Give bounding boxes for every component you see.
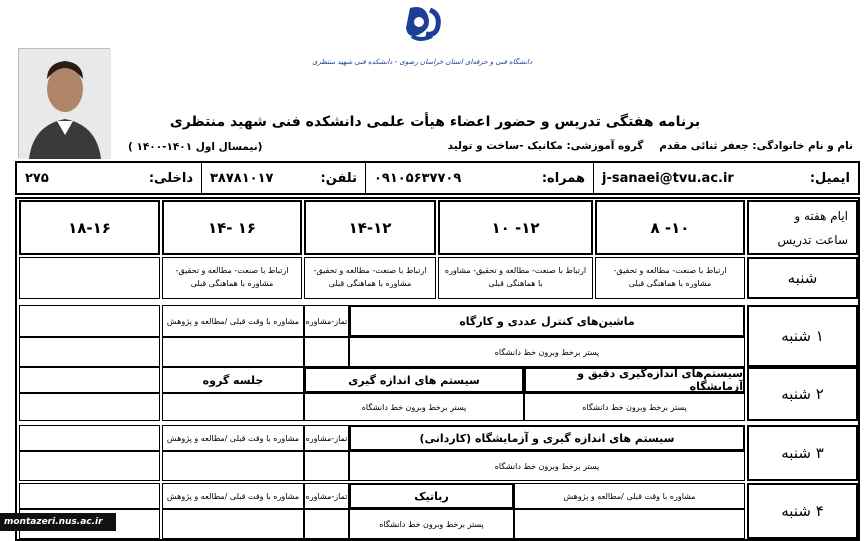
mon-course-1-note: پستر برخط وبرون خط دانشگاه [524,393,745,421]
day-wednesday: ۴ شنبه [747,483,858,539]
mobile-cell [365,163,593,193]
sun-slot-5a [19,305,160,337]
page-title: برنامه هفتگی تدریس و حضور اعضاء هیأت علمی دانشکده فنی شهید منتظری [169,114,701,130]
email-value: j-sanaei@tvu.ac.ir [602,170,734,186]
mon-slot-5b [19,393,160,421]
ext-value: ۲۷۵ [25,170,49,186]
faculty-photo [18,48,110,158]
corner-line-1: ایام هفته و [794,208,848,223]
contact-bar [15,161,860,195]
university-logo [312,2,532,94]
tue-tamaz: تماز-مشاوره [304,425,349,451]
mon-course-1: سیستم‌های اندازه‌گیری دقیق و آزمایشگاه [524,367,745,393]
corner-header [747,200,858,255]
sat-slot-1: ارتباط با صنعت- مطالعه و تحقیق- مشاوره با هماهنگی قبلی [595,257,745,299]
mobile-label: همراه: [541,170,585,186]
slot-header-2: ۱۲- ۱۰ [438,200,593,255]
corner-line-2: ساعت تدریس [777,232,848,247]
day-sunday: ۱ شنبه [747,305,858,367]
wed-tamaz: تماز-مشاوره [304,483,349,509]
sun-consult-empty [162,337,304,367]
wed-course: رباتیک [349,483,514,509]
tue-slot-5b [19,451,160,481]
ext-label: داخلی: [148,170,193,186]
tue-slot-5a [19,425,160,451]
mon-slot-5a [19,367,160,393]
sat-slot-2: ارتباط با صنعت- مطالعه و تحقیق- مشاوره با هماهنگی قبلی [438,257,593,299]
sat-slot-5 [19,257,160,299]
tel-cell [201,163,365,193]
sun-consult: مشاوره با وقت قبلی /مطالعه و پژوهش [162,305,304,337]
mon-group-meeting: جلسه گروه [162,367,304,393]
sun-slot-5b [19,337,160,367]
slot-header-5: ۱۸-۱۶ [19,200,160,255]
tel-label: تلفن: [320,170,357,186]
slot-header-4: ۱۶ -۱۴ [162,200,302,255]
sun-tamaz-empty [304,337,349,367]
tel-value: ۳۸۷۸۱۰۱۷ [210,170,274,186]
wed-consult-empty [162,509,304,539]
sun-course-note: پستر برخط وبرون خط دانشگاه [349,337,745,367]
mon-course-2-note: پستر برخط وبرون خط دانشگاه [304,393,524,421]
tue-tamaz-empty [304,451,349,481]
faculty-name: نام و نام خانوادگی: جعفر ثنائی مقدم [659,140,853,152]
day-monday: ۲ شنبه [747,367,858,421]
mon-group-empty [162,393,304,421]
wed-consult-morning: مشاوره با وقت قبلی /مطالعه و پژوهش [514,483,745,509]
sun-tamaz: تماز-مشاوره [304,305,349,337]
wed-course-note: پستر برخط وبرون خط دانشگاه [349,509,514,539]
tue-consult: مشاوره با وقت قبلی /مطالعه و پژوهش [162,425,304,451]
email-cell [593,163,858,193]
email-label: ایمیل: [809,170,850,186]
semester: (نیمسال اول ۱۴۰۱-۱۴۰۰ ) [128,141,263,153]
tue-consult-empty [162,451,304,481]
tue-course: سیستم های اندازه گیری و آزمایشگاه (کاردانی) [349,425,745,451]
day-saturday: شنبه [747,257,858,299]
wed-tamaz-empty [304,509,349,539]
faculty-group: گروه آموزشی: مکانیک -ساخت و تولید [447,140,644,152]
day-tuesday: ۳ شنبه [747,425,858,481]
tue-course-note: پستر برخط وبرون خط دانشگاه [349,451,745,481]
sun-course: ماشین‌های کنترل عددی و کارگاه [349,305,745,337]
sat-slot-4: ارتباط با صنعت- مطالعه و تحقیق- مشاوره با هماهنگی قبلی [162,257,302,299]
wed-slot-5a [19,483,160,509]
logo-text: دانشگاه فنی و حرفه‌ای استان خراسان رضوی - دانشکده فنی شهید منتظری [312,58,532,66]
slot-header-3: ۱۴-۱۲ [304,200,436,255]
sat-slot-3: ارتباط با صنعت- مطالعه و تحقیق- مشاوره با هماهنگی قبلی [304,257,436,299]
mobile-value: ۰۹۱۰۵۶۳۷۷۰۹ [374,170,462,186]
wed-morning-empty [514,509,745,539]
wed-consult: مشاوره با وقت قبلی /مطالعه و پژوهش [162,483,304,509]
mon-course-2: سیستم های اندازه گیری [304,367,524,393]
site-watermark: montazeri.nus.ac.ir [0,513,116,531]
timetable [15,197,860,541]
slot-header-1: ۱۰- ۸ [595,200,745,255]
ext-cell [17,163,201,193]
